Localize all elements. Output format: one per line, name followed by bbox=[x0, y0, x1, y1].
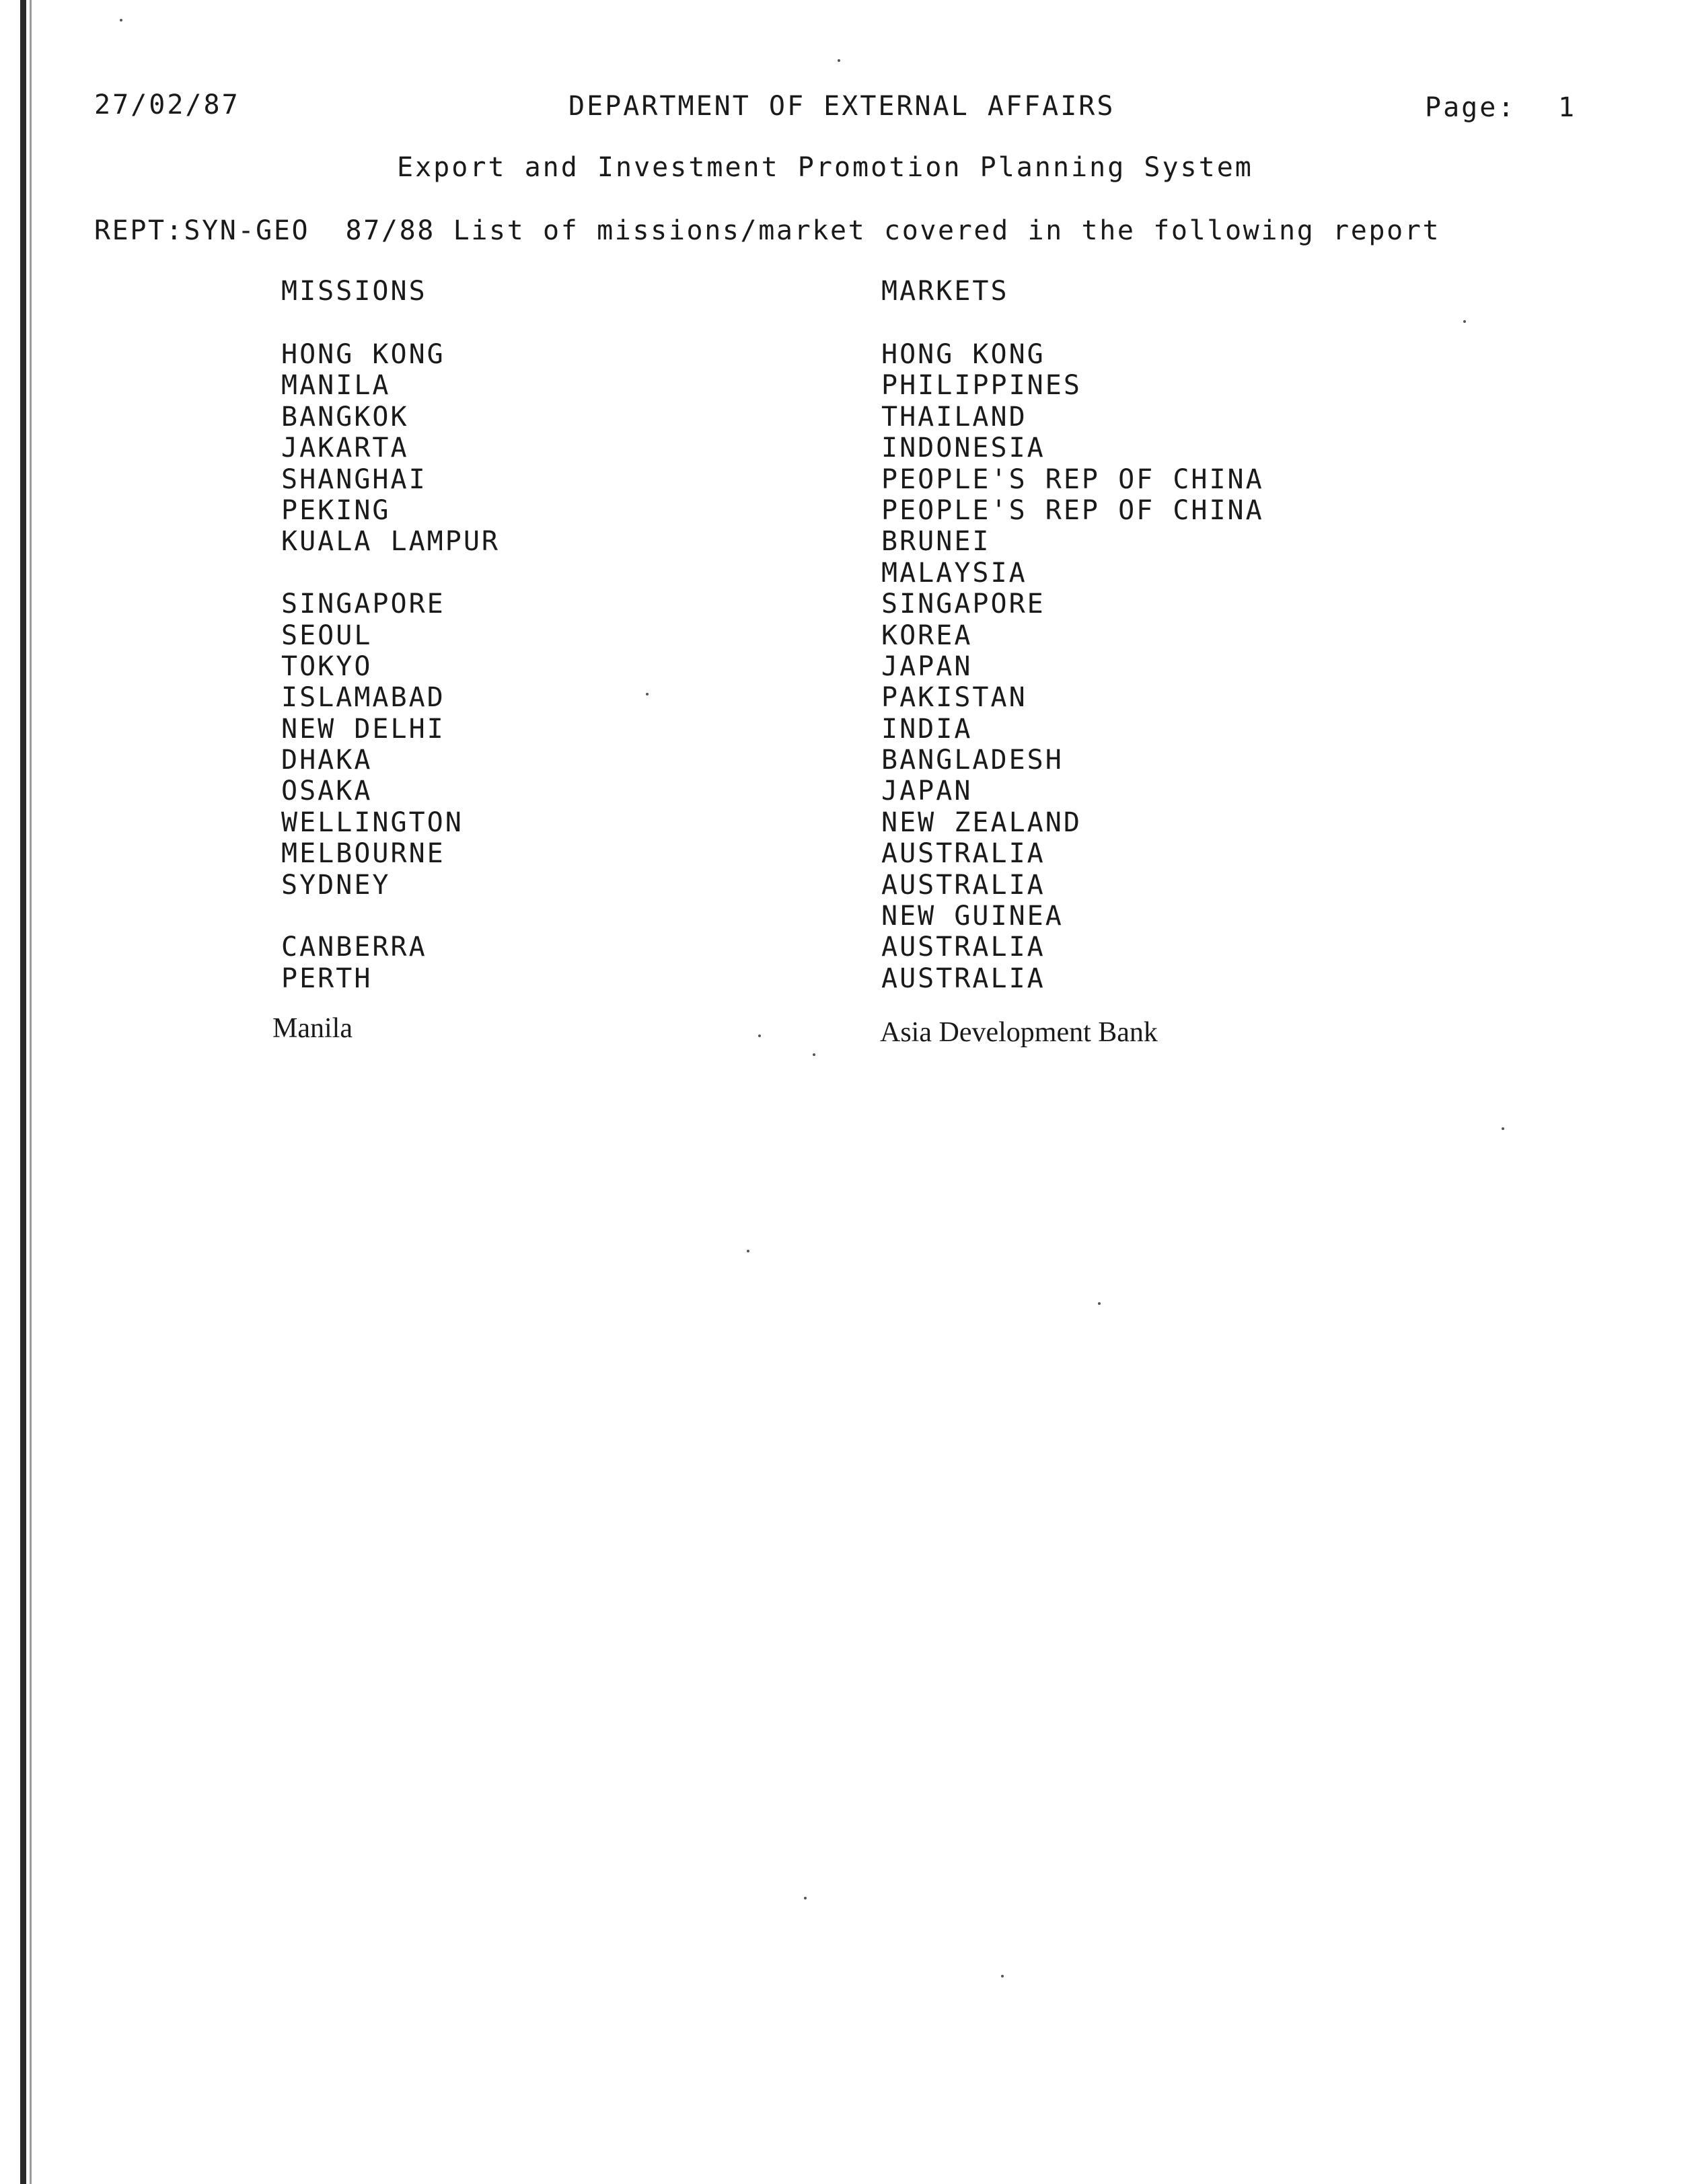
market-item: PEOPLE'S REP OF CHINA bbox=[881, 494, 1264, 526]
scan-speck bbox=[813, 1053, 815, 1056]
scan-speck bbox=[1001, 1975, 1004, 1978]
market-item: BANGLADESH bbox=[881, 745, 1064, 776]
mission-item: CANBERRA bbox=[281, 932, 427, 963]
mission-item: MELBOURNE bbox=[281, 838, 445, 870]
mission-item: WELLINGTON bbox=[281, 806, 464, 838]
mission-item bbox=[281, 558, 500, 589]
markets-list bbox=[881, 339, 1264, 994]
missions-header: MISSIONS bbox=[281, 276, 427, 307]
mission-item: SINGAPORE bbox=[281, 589, 445, 620]
mission-item: TOKYO bbox=[281, 650, 373, 682]
mission-item: BANGKOK bbox=[281, 401, 409, 432]
report-date: 27/02/87 bbox=[94, 89, 240, 120]
market-item: BRUNEI bbox=[881, 526, 991, 558]
market-item: INDIA bbox=[881, 713, 973, 745]
handwritten-mission: Manila bbox=[272, 1013, 353, 1044]
binding-edge bbox=[20, 0, 26, 2184]
report-line: REPT:SYN-GEO 87/88 List of missions/market covered in the following report bbox=[94, 215, 1441, 246]
mission-item: SEOUL bbox=[281, 619, 373, 651]
mission-item: JAKARTA bbox=[281, 432, 409, 464]
handwritten-market: Asia Development Bank bbox=[880, 1017, 1158, 1048]
scan-speck bbox=[758, 1034, 761, 1037]
market-item: MALAYSIA bbox=[881, 557, 1027, 589]
market-item: AUSTRALIA bbox=[881, 838, 1045, 870]
mission-item: DHAKA bbox=[281, 745, 373, 776]
market-item: JAPAN bbox=[881, 776, 973, 807]
market-item: PHILIPPINES bbox=[881, 370, 1082, 402]
scan-speck bbox=[838, 59, 840, 62]
market-item: HONG KONG bbox=[881, 339, 1045, 370]
department-title: DEPARTMENT OF EXTERNAL AFFAIRS bbox=[568, 91, 1115, 122]
market-item: NEW GUINEA bbox=[881, 901, 1064, 932]
scan-speck bbox=[1463, 320, 1466, 323]
scan-speck bbox=[747, 1250, 749, 1252]
market-item: THAILAND bbox=[881, 401, 1027, 432]
mission-item: HONG KONG bbox=[281, 339, 445, 370]
market-item: PEOPLE'S REP OF CHINA bbox=[881, 463, 1264, 495]
binding-edge-shadow bbox=[30, 0, 32, 2184]
market-item: AUSTRALIA bbox=[881, 869, 1045, 901]
market-item: JAPAN bbox=[881, 650, 973, 682]
market-item: INDONESIA bbox=[881, 432, 1045, 464]
mission-item: SHANGHAI bbox=[281, 463, 427, 495]
markets-header: MARKETS bbox=[881, 276, 1009, 307]
market-item: SINGAPORE bbox=[881, 589, 1045, 620]
mission-item bbox=[281, 901, 500, 932]
mission-item: NEW DELHI bbox=[281, 713, 445, 745]
scan-speck bbox=[1502, 1127, 1504, 1130]
mission-item: MANILA bbox=[281, 370, 391, 402]
market-item: NEW ZEALAND bbox=[881, 806, 1082, 838]
page-label: Page: bbox=[1425, 92, 1516, 123]
mission-item: KUALA LAMPUR bbox=[281, 526, 500, 558]
scan-speck bbox=[120, 19, 122, 22]
market-item: PAKISTAN bbox=[881, 682, 1027, 714]
market-item: AUSTRALIA bbox=[881, 963, 1045, 994]
mission-item: PEKING bbox=[281, 494, 391, 526]
scan-speck bbox=[646, 693, 649, 695]
mission-item: SYDNEY bbox=[281, 869, 391, 901]
missions-list bbox=[281, 339, 500, 994]
system-subtitle: Export and Investment Promotion Planning System bbox=[397, 152, 1253, 183]
market-item: AUSTRALIA bbox=[881, 932, 1045, 963]
mission-item: ISLAMABAD bbox=[281, 682, 445, 714]
scan-speck bbox=[1098, 1302, 1101, 1305]
market-item: KOREA bbox=[881, 619, 973, 651]
mission-item: PERTH bbox=[281, 963, 373, 994]
mission-item: OSAKA bbox=[281, 776, 373, 807]
scan-speck bbox=[804, 1897, 807, 1899]
page-number: 1 bbox=[1558, 92, 1577, 123]
